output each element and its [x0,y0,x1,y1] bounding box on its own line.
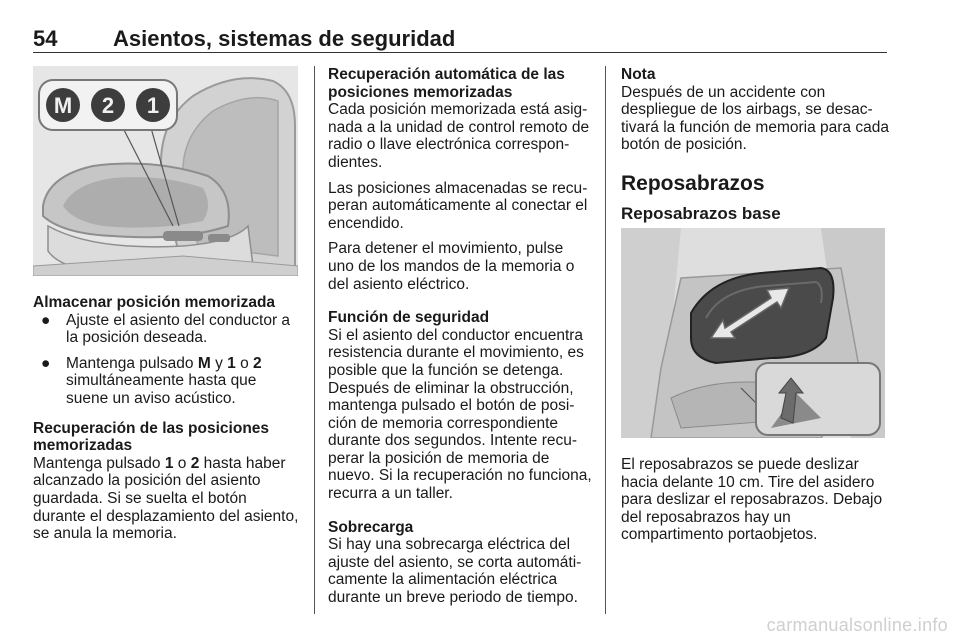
heading-safety-function: Función de seguridad [328,309,490,327]
heading-store-memory: Almacenar posición memorizada [33,294,276,311]
subsection-heading-base-armrest: Reposabrazos base [621,203,781,223]
column-divider-2 [605,66,606,614]
list-item [33,312,301,347]
heading-recall-memory: Recuperación de las posiciones memorizadas [33,419,270,455]
bullet-text: Mantenga pulsado M y 1 o 2 simultáneamente hasta que suene un aviso acústico. [66,354,262,407]
page-title: Asientos, sistemas de seguridad [113,26,456,51]
section-heading-armrests: Reposabrazos [621,171,765,195]
paragraph: Mantenga pulsado 1 o 2 hasta haber alcanzado la posición del asiento guardada. Si se suelta el botón durante el desplazamiento del asiento, se anula la memoria. [33,454,299,543]
header-rule [33,52,887,53]
armrest-figure [621,228,885,438]
memory-button-2: 2 [101,93,115,118]
list-item [33,355,301,408]
column-3-bottom [621,456,889,552]
watermark: carmanualsonline.info [766,615,948,635]
memory-button-m: M [53,93,73,118]
column-3 [621,66,889,234]
paragraph: Para detener el movimiento, pulse uno de los mandos de la memoria o del asiento eléctrico. [328,240,575,293]
paragraph: Las posiciones almacenadas se recuperan automáticamente al conectar el encendido. [328,179,588,232]
column-2 [328,66,592,615]
heading-auto-recall: Recuperación automática de las posiciones memorizadas [328,66,565,101]
memory-button-1: 1 [146,93,160,118]
note-heading: Nota [621,66,656,83]
bullet-text: Ajuste el asiento del conductor a la posición deseada. [66,311,291,347]
column-1 [33,294,301,551]
paragraph: El reposabrazos se puede deslizar hacia delante 10 cm. Tire del asidero para deslizar el reposabrazos. Debajo del reposabrazos hay un compartimento portaobjetos. [621,456,883,544]
paragraph: Cada posición memorizada está asignada a la unidad de control remoto de radio o llave electrónica correspondientes. [328,101,590,171]
paragraph: Si el asiento del conductor encuentra resistencia durante el movimiento, es posible que la función se detenga. Después de eliminar la obstrucción, mantenga pulsado el botón de posición de memoria correspondiente durante dos segundos. Intente recuperar la posición de memoria de nuevo. Si la recuperación no funciona, recurra a un taller. [328,326,592,503]
seat-memory-figure [33,66,298,276]
page-header [33,22,887,54]
page-number: 54 [33,26,58,51]
note-text: Después de un accidente con despliegue de los airbags, se desactivará la función de memoria para cada botón de posición. [621,83,889,154]
heading-overload: Sobrecarga [328,518,414,536]
bullet-icon: ● [41,354,51,372]
paragraph: Si hay una sobrecarga eléctrica del ajuste del asiento, se corta automáticamente la alimentación eléctrica durante un breve periodo de tiempo. [328,536,582,607]
column-divider-1 [314,66,315,614]
bullet-icon: ● [41,311,51,329]
